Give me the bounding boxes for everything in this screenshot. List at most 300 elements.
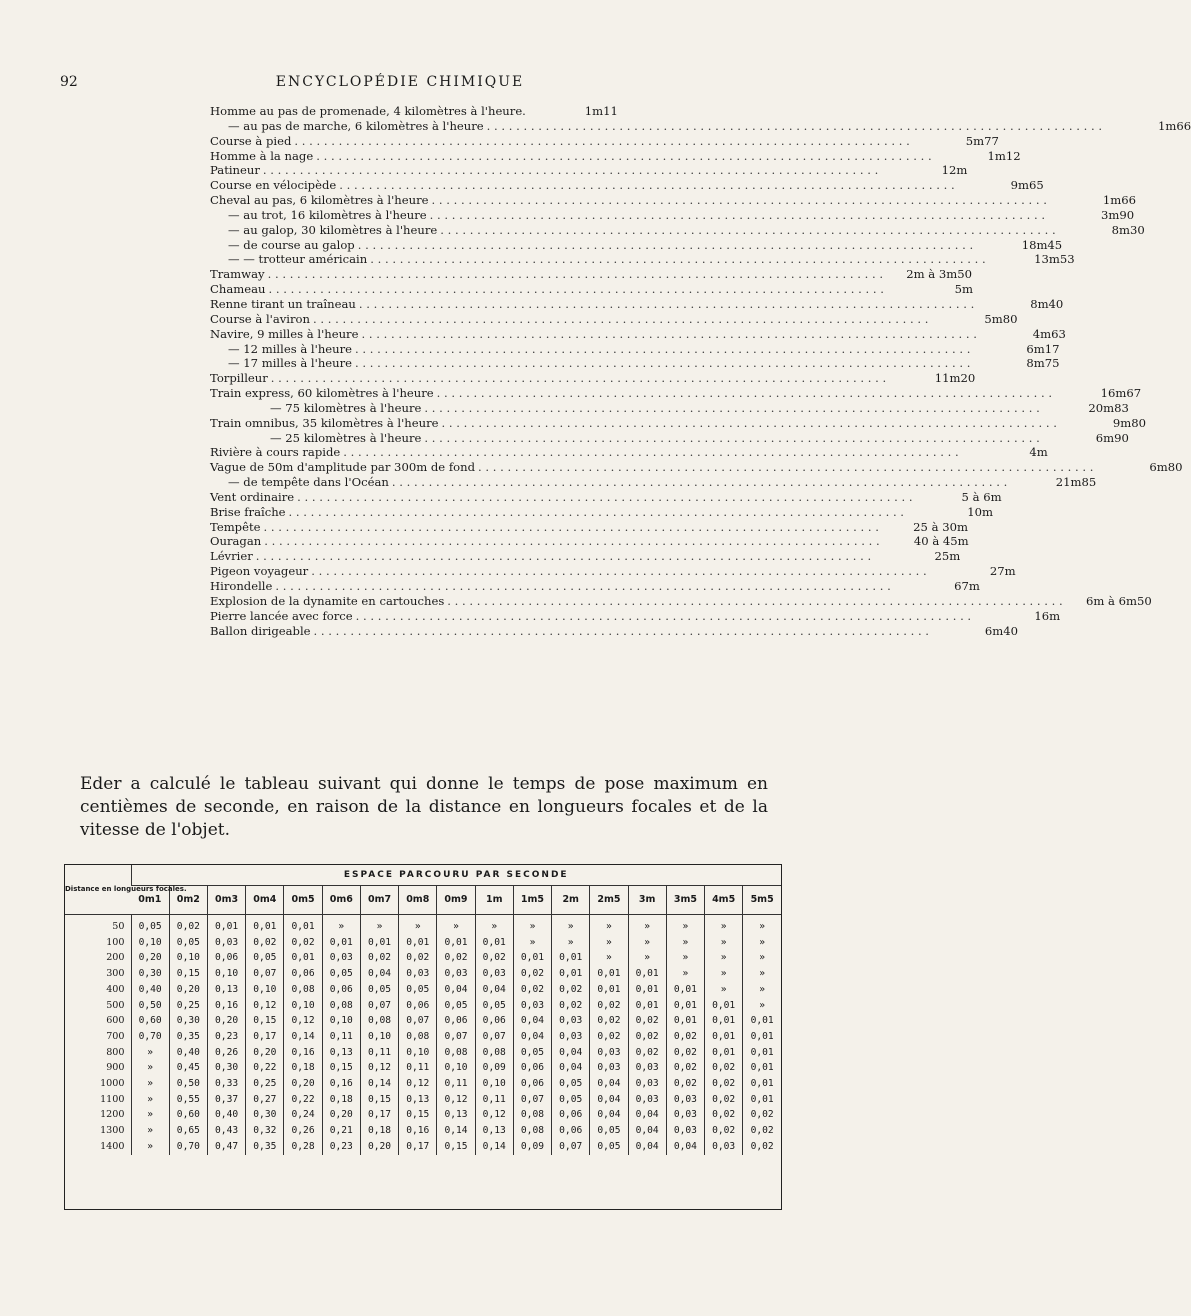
speed-row: [210, 445, 1048, 460]
table-cell: 0,20: [284, 1076, 322, 1092]
table-cell: »: [513, 935, 551, 951]
leader-dots: [264, 534, 879, 549]
column-header: 0m8: [399, 886, 437, 915]
speed-row: [210, 475, 1097, 490]
table-cell: »: [131, 1076, 169, 1092]
table-cell: 0,01: [628, 998, 666, 1014]
table-cell: 0,10: [475, 1076, 513, 1092]
leader-dots: [268, 282, 883, 297]
table-cell: 0,01: [207, 915, 245, 935]
table-caption: ESPACE PARCOURU PAR SECONDE: [131, 865, 781, 886]
column-header: 1m: [475, 886, 513, 915]
speed-label: Homme au pas de promenade, 4 kilomètres à l'heure.: [210, 104, 526, 118]
column-header: 3m: [628, 886, 666, 915]
table-cell: 0,01: [590, 966, 628, 982]
table-cell: 0,17: [360, 1107, 398, 1123]
table-cell: 0,02: [284, 935, 322, 951]
table-cell: 0,02: [169, 915, 207, 935]
table-cell: 0,02: [666, 1029, 704, 1045]
speed-value: 13m53: [1034, 252, 1075, 267]
table-cell: 0,20: [246, 1045, 284, 1061]
speed-value: 9m65: [1010, 178, 1044, 193]
table-cell: 0,07: [246, 966, 284, 982]
table-cell: 0,01: [705, 1029, 743, 1045]
speed-row: [210, 549, 961, 564]
table-cell: 0,09: [513, 1139, 551, 1155]
table-cell: 0,60: [131, 1013, 169, 1029]
speed-label: Cheval au pas, 6 kilomètres à l'heure: [210, 193, 429, 208]
table-cell: 0,06: [552, 1107, 590, 1123]
table-cell: 0,11: [399, 1060, 437, 1076]
speed-label: Torpilleur: [210, 371, 268, 386]
speed-row: [210, 326, 1066, 342]
table-row: [65, 1029, 781, 1045]
table-cell: 0,02: [705, 1076, 743, 1092]
table-cell: 0,03: [628, 1076, 666, 1092]
table-row: [65, 935, 781, 951]
table-cell: 0,05: [360, 982, 398, 998]
table-row: [65, 915, 781, 935]
table-cell: »: [131, 1139, 169, 1155]
speed-value: 4m63: [1032, 326, 1066, 341]
table-cell: »: [666, 966, 704, 982]
table-cell: 0,03: [322, 950, 360, 966]
table-cell: 0,15: [360, 1092, 398, 1108]
speed-value: 1m66: [1157, 118, 1191, 133]
table-cell: 0,30: [169, 1013, 207, 1029]
speed-row: [210, 579, 980, 594]
speed-row: [210, 386, 1142, 401]
body-paragraph: Eder a calculé le tableau suivant qui donne le temps de pose maximum en centièmes de seconde, en raison de la distance en longueurs focales et de la vitesse de l'objet.: [80, 774, 768, 840]
speed-label: Brise fraîche: [210, 504, 286, 519]
speed-value: 21m85: [1055, 475, 1097, 490]
speed-row: [210, 489, 1002, 505]
table-cell: »: [131, 1060, 169, 1076]
speed-row: [210, 311, 1018, 327]
column-header: 2m: [552, 886, 590, 915]
table-cell: 0,07: [437, 1029, 475, 1045]
table-cell: 0,01: [666, 1013, 704, 1029]
speed-label: — de course au galop: [228, 237, 355, 252]
speed-label: Homme à la nage: [210, 148, 314, 163]
table-cell: 0,09: [475, 1060, 513, 1076]
table-cell: 0,01: [552, 966, 590, 982]
table-cell: 0,02: [705, 1092, 743, 1108]
table-cell: 0,01: [360, 935, 398, 951]
leader-dots: [339, 178, 954, 193]
table-cell: »: [628, 950, 666, 966]
table-cell: 0,04: [552, 1060, 590, 1076]
table-cell: 0,04: [590, 1107, 628, 1123]
table-cell: 0,01: [552, 950, 590, 966]
page-number: 92: [60, 74, 78, 90]
table-row: [65, 1060, 781, 1076]
table-cell: 0,08: [513, 1107, 551, 1123]
speed-value: 2m à 3m50: [906, 267, 973, 282]
table-cell: 0,03: [590, 1060, 628, 1076]
speed-label: Course en vélocipède: [210, 178, 337, 193]
table-cell: 0,03: [207, 935, 245, 951]
table-cell: 0,07: [360, 998, 398, 1014]
table-cell: 0,14: [475, 1139, 513, 1155]
table-cell: 0,13: [437, 1107, 475, 1123]
speed-label: Ouragan: [210, 534, 262, 549]
table-cell: 0,55: [169, 1092, 207, 1108]
table-cell: 0,06: [437, 1013, 475, 1029]
speed-value: 6m90: [1095, 430, 1129, 445]
leader-dots: [437, 386, 1052, 401]
leader-dots: [359, 297, 974, 312]
table-cell: 0,01: [743, 1045, 781, 1061]
speed-label: Rivière à cours rapide: [210, 445, 341, 460]
leader-dots: [447, 594, 1062, 609]
table-cell: 0,04: [628, 1107, 666, 1123]
table-cell: 0,01: [705, 1045, 743, 1061]
table-cell: 0,05: [246, 950, 284, 966]
leader-dots: [430, 208, 1045, 223]
table-cell: 0,14: [360, 1076, 398, 1092]
speed-label: — au trot, 16 kilomètres à l'heure: [228, 207, 427, 222]
table-cell: 0,13: [322, 1045, 360, 1061]
table-cell: 0,40: [169, 1045, 207, 1061]
table-cell: 0,40: [207, 1107, 245, 1123]
table-cell: 0,02: [590, 1013, 628, 1029]
table-cell: 0,65: [169, 1123, 207, 1139]
table-cell: 0,05: [513, 1045, 551, 1061]
table-cell: 0,02: [666, 1045, 704, 1061]
speed-value: 18m45: [1021, 237, 1063, 252]
table-row: [65, 1076, 781, 1092]
table-cell: 0,04: [513, 1029, 551, 1045]
table-cell: 0,70: [169, 1139, 207, 1155]
table-cell: 0,08: [284, 982, 322, 998]
table-cell: »: [743, 982, 781, 998]
column-header: 1m5: [513, 886, 551, 915]
speed-value: 8m30: [1111, 222, 1145, 237]
table-cell: 0,20: [131, 950, 169, 966]
table-cell: 0,26: [207, 1045, 245, 1061]
table-cell: 0,20: [322, 1107, 360, 1123]
speed-value: 4m: [1029, 445, 1048, 460]
leader-dots: [343, 445, 958, 460]
table-cell: 0,06: [513, 1060, 551, 1076]
table-cell: 0,16: [322, 1076, 360, 1092]
table-cell: 0,08: [475, 1045, 513, 1061]
speed-row: [210, 371, 976, 386]
table-cell: 0,15: [246, 1013, 284, 1029]
speed-label: Ballon dirigeable: [210, 623, 311, 638]
table-cell: 0,03: [513, 998, 551, 1014]
speed-value: 6m40: [984, 623, 1018, 638]
table-cell: 0,02: [360, 950, 398, 966]
speed-row: [210, 623, 1018, 639]
table-cell: 0,02: [552, 982, 590, 998]
leader-dots: [440, 223, 1055, 238]
table-cell: 0,06: [207, 950, 245, 966]
table-cell: 0,07: [552, 1139, 590, 1155]
distance-cell: 600: [106, 1015, 125, 1027]
table-row: [65, 950, 781, 966]
table-cell: 0,12: [360, 1060, 398, 1076]
table-cell: 0,04: [628, 1123, 666, 1139]
column-header: 2m5: [590, 886, 628, 915]
table-cell: 0,37: [207, 1092, 245, 1108]
leader-dots: [268, 267, 883, 282]
leader-dots: [271, 371, 886, 386]
table-cell: »: [705, 982, 743, 998]
speed-value: 16m67: [1100, 386, 1142, 401]
leader-dots: [294, 134, 909, 149]
speed-row: [210, 430, 1129, 446]
page-header: [0, 74, 800, 94]
table-cell: 0,22: [284, 1092, 322, 1108]
speed-value: 1m66: [1102, 193, 1136, 208]
table-cell: 0,05: [437, 998, 475, 1014]
table-cell: 0,13: [475, 1123, 513, 1139]
speed-label: — au pas de marche, 6 kilomètres à l'heure: [228, 118, 484, 133]
table-cell: 0,06: [399, 998, 437, 1014]
speed-row: [210, 104, 618, 119]
table-row: [65, 1092, 781, 1108]
table-cell: 0,23: [207, 1029, 245, 1045]
column-header: 4m5: [705, 886, 743, 915]
table-cell: 0,01: [246, 915, 284, 935]
table-cell: 0,12: [437, 1092, 475, 1108]
exposure-table: [64, 864, 782, 1210]
column-header: 0m1: [131, 886, 169, 915]
distance-cell: 1400: [100, 1140, 125, 1152]
table-cell: 0,03: [552, 1013, 590, 1029]
speed-value: 5m77: [965, 133, 999, 148]
column-header: 0m2: [169, 886, 207, 915]
table-cell: »: [628, 935, 666, 951]
leader-dots: [356, 609, 971, 624]
speed-label: — 25 kilomètres à l'heure: [270, 430, 422, 445]
table-cell: 0,05: [322, 966, 360, 982]
speed-label: Course à pied: [210, 133, 292, 148]
table-cell: 0,02: [705, 1060, 743, 1076]
table-cell: 0,03: [475, 966, 513, 982]
table-cell: 0,26: [284, 1123, 322, 1139]
leader-dots: [355, 356, 970, 371]
column-header: 5m5: [743, 886, 781, 915]
speed-label: Tramway: [210, 267, 265, 282]
table-cell: 0,01: [743, 1060, 781, 1076]
table-cell: »: [322, 915, 360, 935]
table-cell: 0,02: [513, 982, 551, 998]
table-cell: 0,06: [475, 1013, 513, 1029]
table-cell: 0,12: [475, 1107, 513, 1123]
speed-row: [210, 415, 1146, 431]
table-cell: »: [666, 950, 704, 966]
table-cell: 0,03: [552, 1029, 590, 1045]
leader-dots: [442, 416, 1057, 431]
table-cell: »: [666, 935, 704, 951]
speed-label: Tempête: [210, 519, 261, 534]
table-cell: 0,02: [743, 1107, 781, 1123]
table-cell: 0,08: [322, 998, 360, 1014]
table-cell: 0,03: [666, 1123, 704, 1139]
speed-row: [210, 222, 1145, 238]
speed-label: Patineur: [210, 163, 260, 178]
speed-value: 6m à 6m50: [1085, 593, 1152, 608]
table-cell: 0,01: [705, 998, 743, 1014]
speed-label: — — trotteur américain: [228, 252, 368, 267]
table-cell: 0,10: [360, 1029, 398, 1045]
speed-value: 25 à 30m: [913, 519, 968, 534]
table-cell: 0,22: [246, 1060, 284, 1076]
table-cell: »: [131, 1123, 169, 1139]
speed-value: 3m90: [1100, 207, 1135, 222]
table-cell: »: [743, 998, 781, 1014]
leader-dots: [256, 549, 871, 564]
speed-value: 6m17: [1026, 341, 1060, 356]
speed-value: 8m75: [1026, 356, 1060, 371]
table-cell: 0,05: [552, 1092, 590, 1108]
speed-value: 1m12: [987, 148, 1021, 163]
table-cell: 0,02: [513, 966, 551, 982]
table-cell: »: [590, 935, 628, 951]
column-header: 0m9: [437, 886, 475, 915]
table-cell: 0,08: [360, 1013, 398, 1029]
table-cell: 0,04: [513, 1013, 551, 1029]
speed-row: [210, 296, 1064, 312]
table-cell: »: [743, 966, 781, 982]
speed-value: 10m: [967, 504, 993, 519]
table-cell: 0,05: [131, 915, 169, 935]
table-cell: 0,10: [131, 935, 169, 951]
table-cell: 0,02: [705, 1107, 743, 1123]
speed-value: 27m: [989, 564, 1016, 579]
speed-row: [210, 519, 968, 535]
table-row: [65, 1123, 781, 1139]
speed-value: 1m11: [584, 104, 618, 118]
table-cell: 0,16: [399, 1123, 437, 1139]
distance-header: Distance en longueurs focales.: [65, 865, 131, 915]
table-cell: 0,01: [513, 950, 551, 966]
speed-label: Hirondelle: [210, 579, 273, 593]
speed-label: Train omnibus, 35 kilomètres à l'heure: [210, 415, 439, 430]
table-cell: 0,20: [207, 1013, 245, 1029]
table-cell: 0,11: [437, 1076, 475, 1092]
table-cell: 0,16: [207, 998, 245, 1014]
speed-row: [210, 282, 973, 297]
speed-row: [210, 207, 1135, 223]
table-cell: 0,01: [322, 935, 360, 951]
table-cell: 0,03: [666, 1092, 704, 1108]
distance-cell: 800: [106, 1046, 125, 1058]
leader-dots: [311, 564, 926, 579]
table-cell: 0,04: [360, 966, 398, 982]
table-cell: 0,13: [207, 982, 245, 998]
distance-cell: 1200: [100, 1109, 125, 1121]
table-cell: 0,04: [666, 1139, 704, 1155]
table-cell: 0,30: [131, 966, 169, 982]
speed-label: Chameau: [210, 282, 266, 297]
table-cell: »: [705, 966, 743, 982]
speed-value: 12m: [941, 163, 968, 178]
table-cell: 0,05: [552, 1076, 590, 1092]
table-cell: 0,04: [437, 982, 475, 998]
table-cell: 0,15: [437, 1139, 475, 1155]
table-cell: »: [743, 935, 781, 951]
speed-label: Pierre lancée avec force: [210, 608, 353, 623]
table-cell: »: [590, 915, 628, 935]
speed-row: [210, 564, 1016, 579]
table-cell: 0,02: [743, 1123, 781, 1139]
table-cell: 0,04: [590, 1092, 628, 1108]
table-cell: 0,10: [207, 966, 245, 982]
table-cell: 0,10: [437, 1060, 475, 1076]
table-cell: 0,03: [399, 966, 437, 982]
table-row: [65, 1107, 781, 1123]
table-cell: »: [743, 950, 781, 966]
table-cell: »: [131, 1107, 169, 1123]
distance-cell: 1100: [100, 1093, 125, 1105]
leader-dots: [314, 624, 929, 639]
leader-dots: [289, 505, 904, 520]
speed-value: 25m: [934, 549, 961, 564]
distance-cell: 500: [106, 999, 125, 1011]
table-cell: 0,25: [169, 998, 207, 1014]
leader-dots: [478, 460, 1093, 475]
speed-label: Navire, 9 milles à l'heure: [210, 326, 359, 341]
table-cell: 0,12: [246, 998, 284, 1014]
speed-row: [210, 356, 1060, 371]
table-cell: 0,14: [284, 1029, 322, 1045]
speed-label: — 75 kilomètres à l'heure: [270, 400, 422, 415]
table-cell: 0,10: [322, 1013, 360, 1029]
leader-dots: [424, 431, 1039, 446]
table-cell: 0,01: [284, 915, 322, 935]
table-cell: 0,14: [437, 1123, 475, 1139]
speed-value: 16m: [1034, 608, 1061, 623]
leader-dots: [487, 119, 1102, 134]
table-cell: 0,60: [169, 1107, 207, 1123]
speed-value: 5 à 6m: [961, 489, 1002, 504]
speed-label: Lévrier: [210, 549, 253, 564]
speed-label: Renne tirant un traîneau: [210, 296, 356, 311]
speed-value: 40 à 45m: [913, 534, 969, 549]
table-cell: 0,30: [246, 1107, 284, 1123]
speed-row: [210, 534, 969, 549]
table-cell: 0,01: [284, 950, 322, 966]
table-cell: »: [552, 915, 590, 935]
table-cell: 0,70: [131, 1029, 169, 1045]
table-cell: 0,47: [207, 1139, 245, 1155]
leader-dots: [355, 342, 970, 357]
speed-label: — de tempête dans l'Océan: [228, 475, 389, 490]
table-cell: 0,20: [360, 1139, 398, 1155]
table-cell: 0,01: [666, 982, 704, 998]
column-header: 0m4: [246, 886, 284, 915]
speed-value: 11m20: [934, 371, 976, 386]
leader-dots: [313, 312, 928, 327]
table-cell: 0,20: [169, 982, 207, 998]
table-cell: 0,02: [628, 1045, 666, 1061]
table-cell: 0,04: [552, 1045, 590, 1061]
leader-dots: [432, 193, 1047, 208]
leader-dots: [358, 238, 973, 253]
table-cell: 0,04: [590, 1076, 628, 1092]
table-cell: 0,50: [169, 1076, 207, 1092]
table-cell: 0,01: [628, 966, 666, 982]
table-row: [65, 1013, 781, 1029]
table-cell: »: [705, 915, 743, 935]
distance-cell: 1300: [100, 1125, 125, 1137]
distance-cell: 100: [106, 936, 125, 948]
speed-label: — au galop, 30 kilomètres à l'heure: [228, 222, 438, 237]
